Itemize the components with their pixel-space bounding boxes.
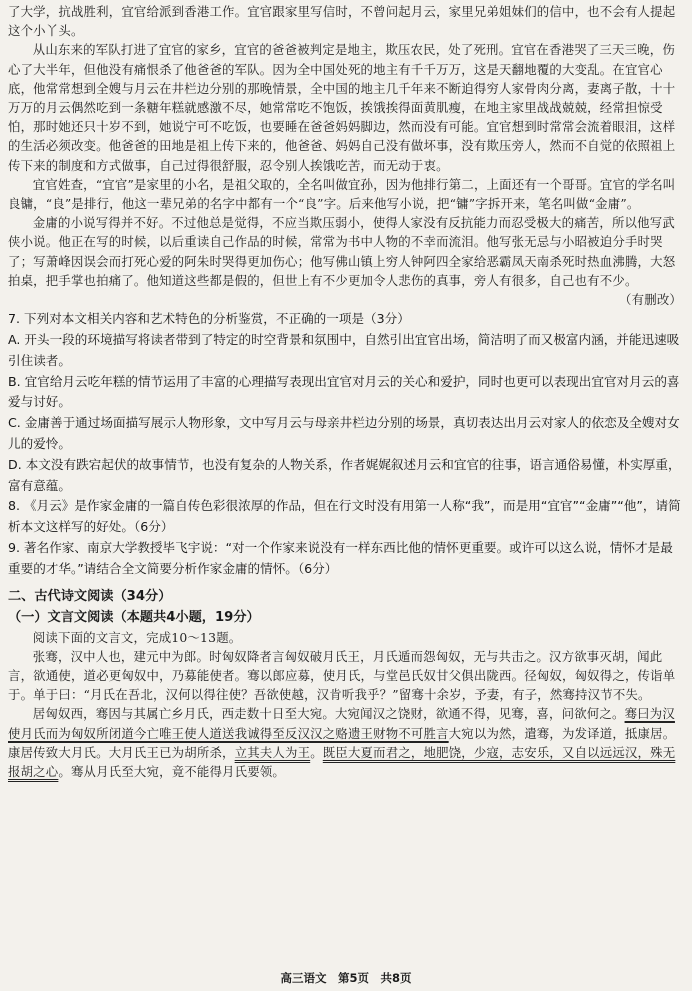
source-note: （有删改） <box>619 292 682 308</box>
underlined-sentence-translation: 立其夫人为王 <box>234 744 311 760</box>
question-8: 8. 《月云》是作家金庸的一篇自传色彩很浓厚的作品，但在行文时没有用第一人称“我”，而是用“宜官”“金庸”“他”，请简析本文这样写的好处。（6分） <box>8 498 681 535</box>
instruction: 阅读下面的文言文，完成10～13题。 <box>32 629 242 645</box>
question-7-option-c: C. 金庸善于通过场面描写展示人物形象，文中写月云与母亲井栏边分别的场景，真切表达出月云对家人的依恋及全嫂对女儿的爱怜。 <box>8 415 680 452</box>
question-7-option-b: B. 宜官给月云吃年糕的情节运用了丰富的心理描写表现出宜官对月云的关心和爱护，同时也更可以表现出宜官对月云的喜爱与讨好。 <box>8 373 680 410</box>
question-7-option-a: A. 开头一段的环境描写将读者带到了特定的时空背景和氛围中，自然引出宜官出场，简洁明了而又极富内涵，并能迅速吸引住读者。 <box>8 332 680 368</box>
classical-paragraph <box>8 704 682 781</box>
story-paragraph: 宜官姓查，“宜官”是家里的小名，是祖父取的，全名叫做宜孙，因为他排行第二，上面还有一个哥哥。宜官的学名叫良镛，“良”是排行，他这一辈兄弟的名字中都有一个“良”字。后来他写小说，把“镛”字拆开来，笔名叫做“金庸”。 <box>8 176 676 212</box>
question-7: 7. 下列对本文相关内容和艺术特色的分析鉴赏，不正确的一项是（3分） <box>8 311 410 327</box>
classical-text: 。骞从月氏至大宛，竟不能得月氏要领。 <box>58 764 286 780</box>
underlined-sentence-punctuation: 骞曰为汉使月氏而为匈奴所闭道今亡唯王使人道送我诚得至反汉汉之赂遗王财物不可胜言 <box>8 706 675 741</box>
question-9: 9. 著名作家、南京大学教授毕飞宇说：“对一个作家来说没有一样东西比他的情怀更重要。或许可以这么说，情怀才是最重要的才华。”请结合全文简要分析作家金庸的情怀。（6分） <box>8 540 673 576</box>
classical-text: 。 <box>310 744 323 760</box>
classical-text: 大宛以为然，遣骞，为发译道，抵康居。康居传致大月氏。大月氏王已为胡所杀， <box>8 725 676 760</box>
subsection-heading: （一）文言文阅读（本题共4小题，19分） <box>8 609 260 625</box>
section-heading: 二、古代诗文阅读（34分） <box>8 588 172 604</box>
classical-paragraph: 张骞，汉中人也，建元中为郎。时匈奴降者言匈奴破月氏王，月氏遁而怨匈奴，无与共击之。汉方欲事灭胡，闻此言，欲通使，道必更匈奴中，乃募能使者。骞以郎应募，使月氏，与堂邑氏奴甘父俱出陇西。径匈奴，匈奴得之，传诣单于。单于曰：“月氏在吾北，汉何以得往使？吾欲使越，汉肯听我乎？”留骞十余岁，予妻，有子，然骞持汉节不失。 <box>8 648 676 703</box>
story-paragraph: 了大学，抗战胜利，宜官给派到香港工作。宜官跟家里写信时，不曾问起月云，家里兄弟姐妹们的信中，也不会有人提起这个小丫头。 <box>8 4 676 39</box>
questions <box>8 309 682 579</box>
story-paragraph: 从山东来的军队打进了宜官的家乡，宜官的爸爸被判定是地主，欺压农民，处了死刑。宜官在香港哭了三天三晚，伤心了大半年，但他没有痛恨杀了他爸爸的军队。因为全中国处死的地主有千千万万，这是天翻地覆的大变乱。在宜官心底，他常常想到全嫂与月云在井栏边分别的那晚情景，全中国的地主几千年来不断迫得穷人家骨肉分离，妻离子散，十十万万的月云偶然吃到一条糖年糕就感激不尽，她常常吃不饱饭，挨饿挨得面黄肌瘦，在地主家里战战兢兢，经常担惊受怕，那时她还只十岁不到，她说宁可不吃饭，也要睡在爸爸妈妈脚边，然而没有可能。宜官想到时常常会流着眼泪，这样的生活必须改变。他爸爸的田地是祖上传下来的，他爸爸、妈妈自己没有做坏事，没有欺压旁人，然而不自觉的依照祖上传下来的制度和方式做事，自己过得很舒服，忍令别人挨饿吃苦，而无动于衷。 <box>8 42 676 173</box>
question-7-option-d: D. 本文没有跌宕起伏的故事情节，也没有复杂的人物关系，作者娓娓叙述月云和宜官的往事，语言通俗易懂，朴实厚重，富有意蕴。 <box>8 456 681 493</box>
story-passage <box>8 2 682 309</box>
story-paragraph: 金庸的小说写得并不好。不过他总是觉得，不应当欺压弱小，使得人家没有反抗能力而忍受极大的痛苦，所以他写武侠小说。他正在写的时候，以后重读自己作品的时候，常常为书中人物的不幸而流泪。他写张无忌与小昭被迫分手时哭了；写萧峰因误会而打死心爱的阿朱时哭得更加伤心；他写佛山镇上穷人钟阿四全家给恶霸凤天南杀死时热血沸腾，大怒拍桌，把手掌也拍痛了。他知道这些都是假的，但世上有不少更加令人悲伤的真事，旁人有很多，自己也有不少。 <box>8 215 676 288</box>
classical-passage <box>8 647 682 781</box>
underlined-sentence-translation: 既臣大夏而君之，地肥饶，少寇，志安乐，又自以远远汉，殊无报胡之心 <box>8 744 676 780</box>
page-footer: 高三语文 第5页 共8页 <box>280 971 412 985</box>
classical-text: 居匈奴西，骞因与其属亡乡月氏，西走数十日至大宛。大宛闻汉之饶财，欲通不得，见骞，喜，问欲何之。 <box>32 706 625 722</box>
